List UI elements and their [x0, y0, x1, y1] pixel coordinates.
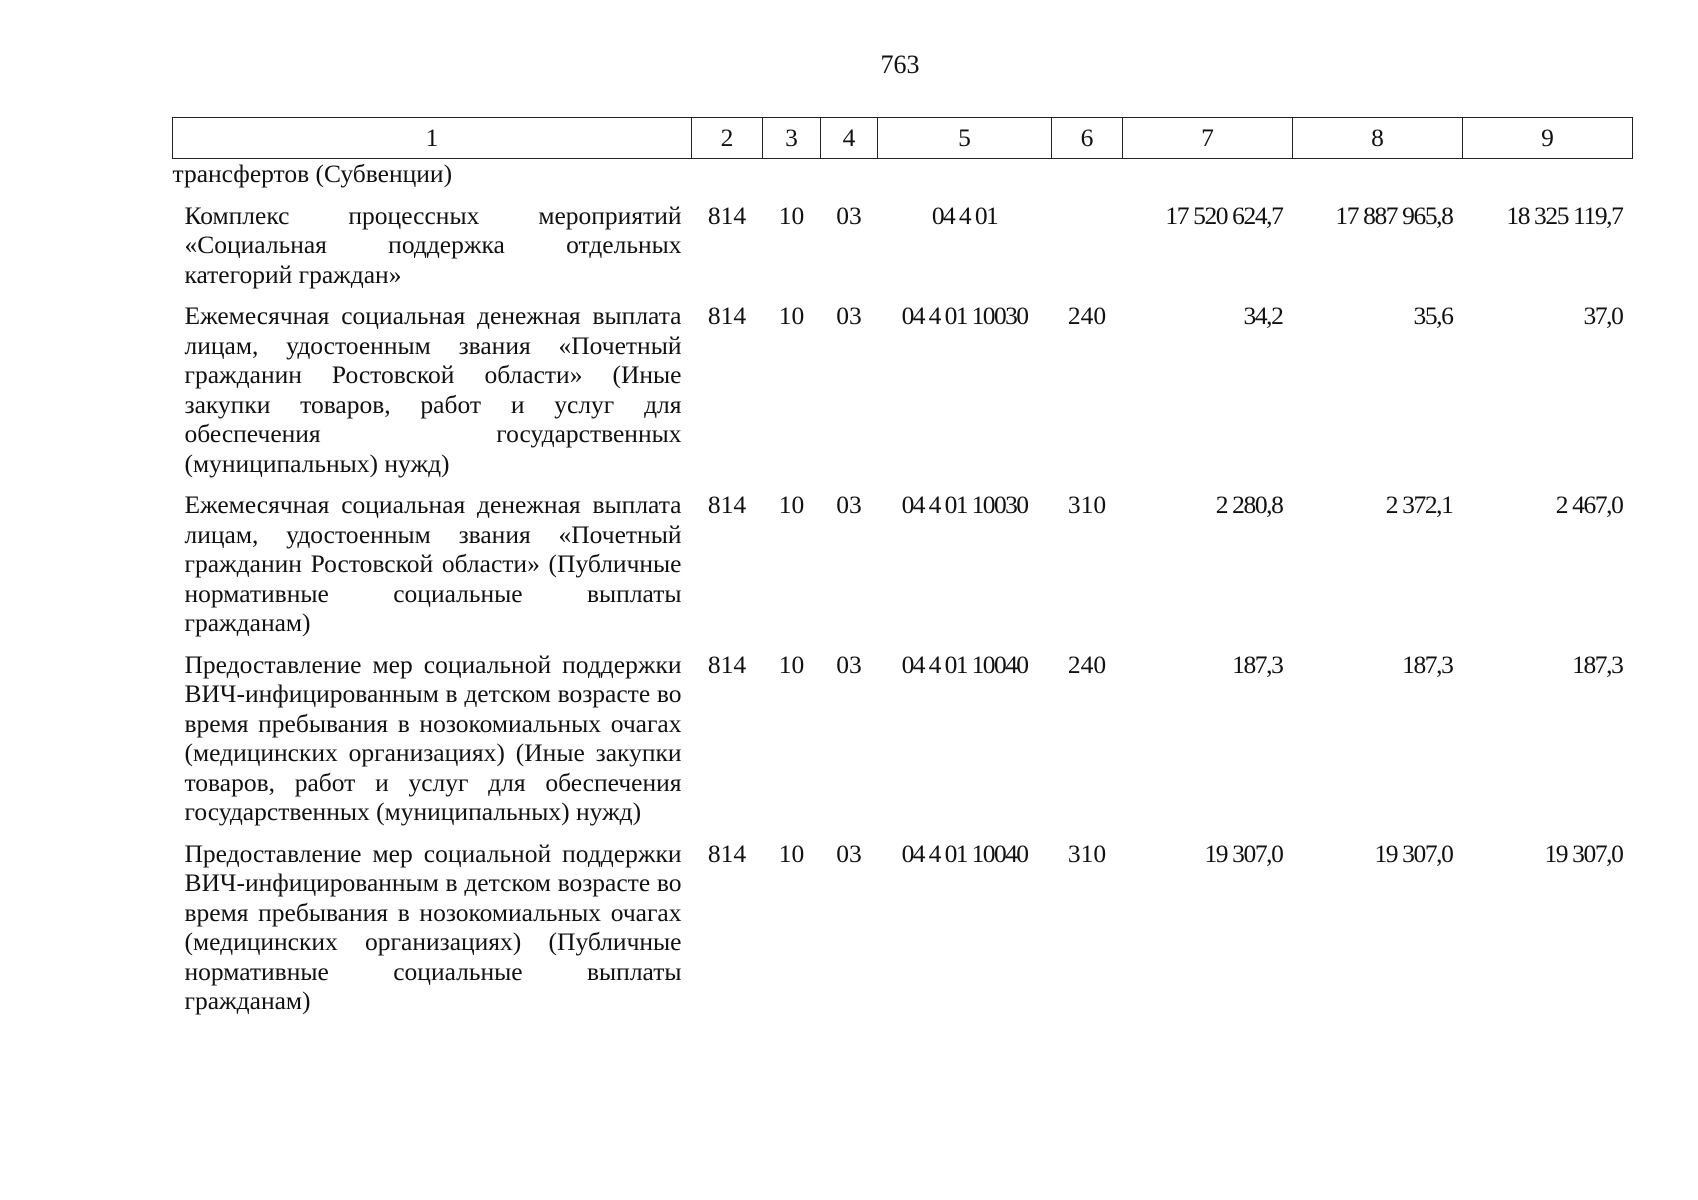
cell-target-article: 04 4 01 10040	[901, 838, 1028, 868]
page-number: 763	[880, 50, 920, 79]
column-header-2: 2	[692, 118, 763, 159]
cell-amount-3	[1463, 159, 1633, 201]
cell-amount-1: 19 307,0	[1204, 838, 1283, 868]
cell-target-article: 04 4 01 10030	[901, 301, 1028, 330]
row-description: Ежемесячная социальная денежная выплата лицам, удостоенным звания «Почетный гражданин Ростовской области» (Иные закупки товаров, работ и услуг для обеспечения государственных (муниципальных) нужд)	[184, 301, 682, 478]
cell-section: 10	[778, 838, 805, 868]
cell-amount-3: 2 467,0	[1555, 490, 1623, 519]
cell-amount-1: 187,3	[1232, 649, 1283, 679]
cell-expense-type: 310	[1067, 490, 1107, 519]
cell-expense-type: 240	[1067, 301, 1107, 330]
cell-subsection: 03	[836, 649, 862, 679]
cell-amount-3: 37,0	[1583, 301, 1623, 330]
cell-expense-type	[1052, 201, 1123, 302]
row-description: Предоставление мер социальной поддержки ВИЧ-инфицированным в детском возрасте во время пребывания в нозокомиальных очагах (медицинских организациях) (Публичные нормативные социальные выплаты гражданам)	[184, 838, 682, 1015]
column-header-9: 9	[1463, 118, 1633, 159]
column-header-8: 8	[1293, 118, 1463, 159]
cell-subsection: 03	[836, 200, 862, 230]
cell-target-article: 04 4 01	[931, 200, 998, 230]
row-description: трансфертов (Субвенции)	[172, 159, 453, 188]
cell-ministry: 814	[707, 200, 747, 230]
table-row	[173, 301, 1633, 490]
column-header-5: 5	[878, 118, 1052, 159]
table-row	[173, 201, 1633, 302]
cell-expense-type	[1052, 159, 1123, 201]
cell-amount-2: 2 372,1	[1385, 490, 1453, 519]
cell-amount-2	[1293, 159, 1463, 201]
cell-amount-3: 18 325 119,7	[1506, 200, 1623, 230]
cell-target-article	[878, 159, 1052, 201]
cell-subsection: 03	[836, 490, 862, 519]
column-header-4: 4	[821, 118, 878, 159]
budget-table	[172, 117, 1633, 1028]
cell-subsection: 03	[836, 301, 862, 330]
cell-expense-type: 310	[1067, 838, 1107, 868]
row-description: Комплекс процессных мероприятий «Социальная поддержка отдельных категорий граждан»	[184, 200, 682, 289]
cell-section: 10	[778, 490, 805, 519]
cell-amount-2: 187,3	[1402, 649, 1453, 679]
table-header-row	[173, 118, 1633, 159]
cell-amount-2: 19 307,0	[1374, 838, 1453, 868]
cell-section: 10	[778, 301, 805, 330]
cell-subsection: 03	[836, 838, 862, 868]
table-row	[173, 159, 1633, 201]
column-header-3: 3	[763, 118, 821, 159]
row-description: Предоставление мер социальной поддержки ВИЧ-инфицированным в детском возрасте во время пребывания в нозокомиальных очагах (медицинских организациях) (Иные закупки товаров, работ и услуг для обеспечения государственных (муниципальных) нужд)	[184, 649, 682, 826]
cell-subsection	[821, 159, 878, 201]
cell-section	[763, 159, 821, 201]
cell-target-article: 04 4 01 10030	[901, 490, 1028, 519]
row-description: Ежемесячная социальная денежная выплата лицам, удостоенным звания «Почетный гражданин Ростовской области» (Публичные нормативные социальные выплаты гражданам)	[184, 490, 682, 637]
cell-amount-3: 187,3	[1572, 649, 1623, 679]
cell-amount-2: 35,6	[1413, 301, 1453, 330]
table-row	[173, 490, 1633, 650]
cell-amount-1	[1123, 159, 1293, 201]
cell-amount-1: 34,2	[1243, 301, 1283, 330]
table-row	[173, 839, 1633, 1028]
cell-ministry	[692, 159, 763, 201]
column-header-1: 1	[173, 118, 692, 159]
cell-section: 10	[778, 200, 805, 230]
cell-target-article: 04 4 01 10040	[901, 649, 1028, 679]
cell-amount-2: 17 887 965,8	[1335, 200, 1453, 230]
cell-ministry: 814	[707, 649, 747, 679]
cell-expense-type: 240	[1067, 649, 1107, 679]
cell-ministry: 814	[707, 490, 747, 519]
column-header-7: 7	[1123, 118, 1293, 159]
cell-amount-1: 17 520 624,7	[1165, 200, 1283, 230]
cell-ministry: 814	[707, 301, 747, 330]
table-row	[173, 650, 1633, 839]
cell-amount-1: 2 280,8	[1215, 490, 1283, 519]
cell-ministry: 814	[707, 838, 747, 868]
cell-amount-3: 19 307,0	[1544, 838, 1623, 868]
cell-section: 10	[778, 649, 805, 679]
column-header-6: 6	[1052, 118, 1123, 159]
